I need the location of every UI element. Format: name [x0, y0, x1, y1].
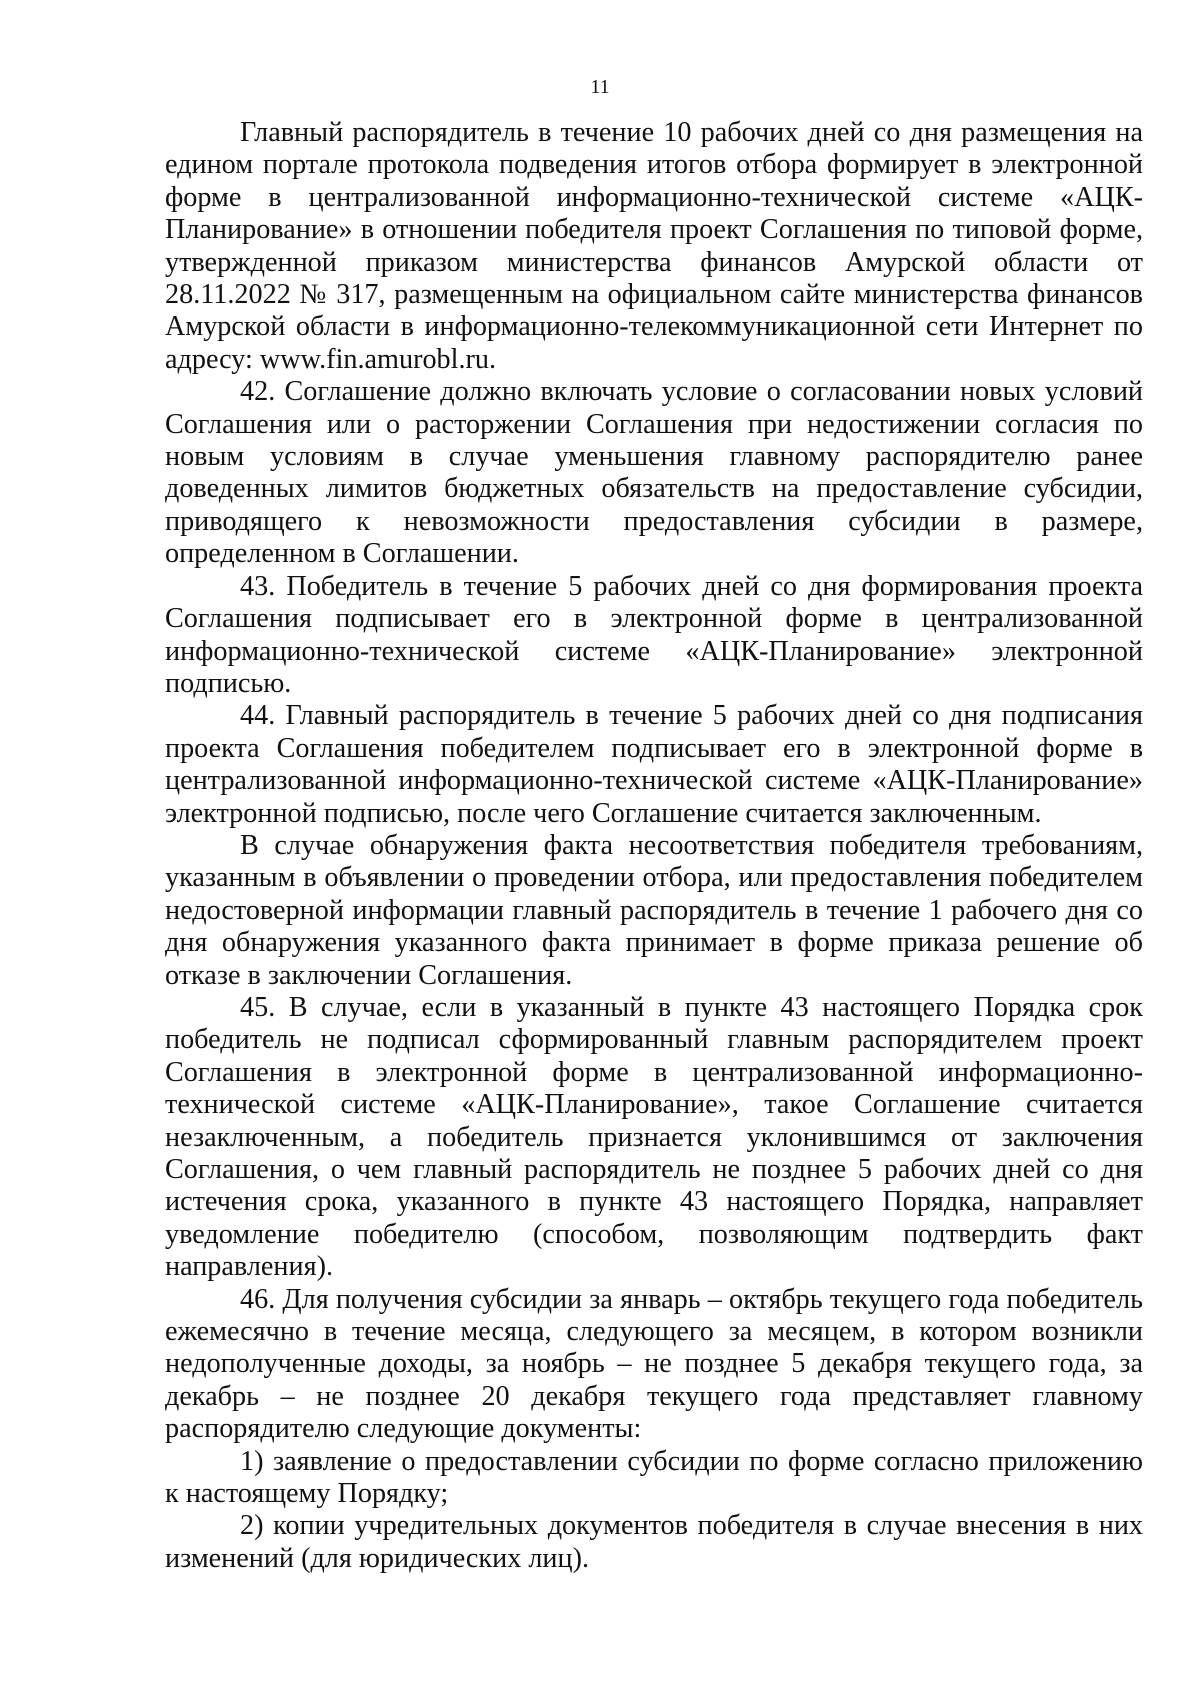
paragraph-item-46: 46. Для получения субсидии за январь – октябрь текущего года победитель ежемесячно в течение месяца, следующего за месяцем, в котором возникли недополученные доходы, за ноябрь – не позднее 5 декабря текущего года, за декабрь – не позднее 20 декабря текущего года представляет главному распорядителю следующие документы:	[165, 1283, 1143, 1445]
paragraph-item-42: 42. Соглашение должно включать условие о согласовании новых условий Соглашения или о расторжении Соглашения при недостижении согласия по новым условиям в случае уменьшения главному распорядителю ранее доведенных лимитов бюджетных обязательств на предоставление субсидии, приводящего к невозможности предоставления субсидии в размере, определенном в Соглашении.	[165, 376, 1143, 570]
document-list-item-1: 1) заявление о предоставлении субсидии по форме согласно приложению к настоящему Порядку;	[165, 1445, 1143, 1510]
paragraph-main-distributor: Главный распорядитель в течение 10 рабочих дней со дня размещения на едином портале протокола подведения итогов отбора формирует в электронной форме в централизованной информационно-технической системе «АЦК-Планирование» в отношении победителя проект Соглашения по типовой форме, утвержденной приказом министерства финансов Амурской области от 28.11.2022 № 317, размещенным на официальном сайте министерства финансов Амурской области в информационно-телекоммуникационной сети Интернет по адресу: www.fin.amurobl.ru.	[165, 117, 1143, 375]
paragraph-item-43: 43. Победитель в течение 5 рабочих дней со дня формирования проекта Соглашения подписывает его в электронной форме в централизованной информационно-технической системе «АЦК-Планирование» электронной подписью.	[165, 570, 1143, 699]
document-body	[165, 117, 1143, 1575]
document-list-item-2: 2) копии учредительных документов победителя в случае внесения в них изменений (для юридических лиц).	[165, 1510, 1143, 1574]
paragraph-refusal-case: В случае обнаружения факта несоответствия победителя требованиям, указанным в объявлении о проведении отбора, или предоставления победителем недостоверной информации главный распорядитель в течение 1 рабочего дня со дня обнаружения указанного факта принимает в форме приказа решение об отказе в заключении Соглашения.	[165, 829, 1143, 991]
page-number: 11	[590, 76, 610, 98]
paragraph-item-44: 44. Главный распорядитель в течение 5 рабочих дней со дня подписания проекта Соглашения победителем подписывает его в электронной форме в централизованной информационно-технической системе «АЦК-Планирование» электронной подписью, после чего Соглашение считается заключенным.	[165, 700, 1143, 829]
paragraph-item-45: 45. В случае, если в указанный в пункте 43 настоящего Порядка срок победитель не подписал сформированный главным распорядителем проект Соглашения в электронной форме в централизованной информационно-технической системе «АЦК-Планирование», такое Соглашение считается незаключенным, а победитель признается уклонившимся от заключения Соглашения, о чем главный распорядитель не позднее 5 рабочих дней со дня истечения срока, указанного в пункте 43 настоящего Порядка, направляет уведомление победителю (способом, позволяющим подтвердить факт направления).	[165, 991, 1143, 1283]
